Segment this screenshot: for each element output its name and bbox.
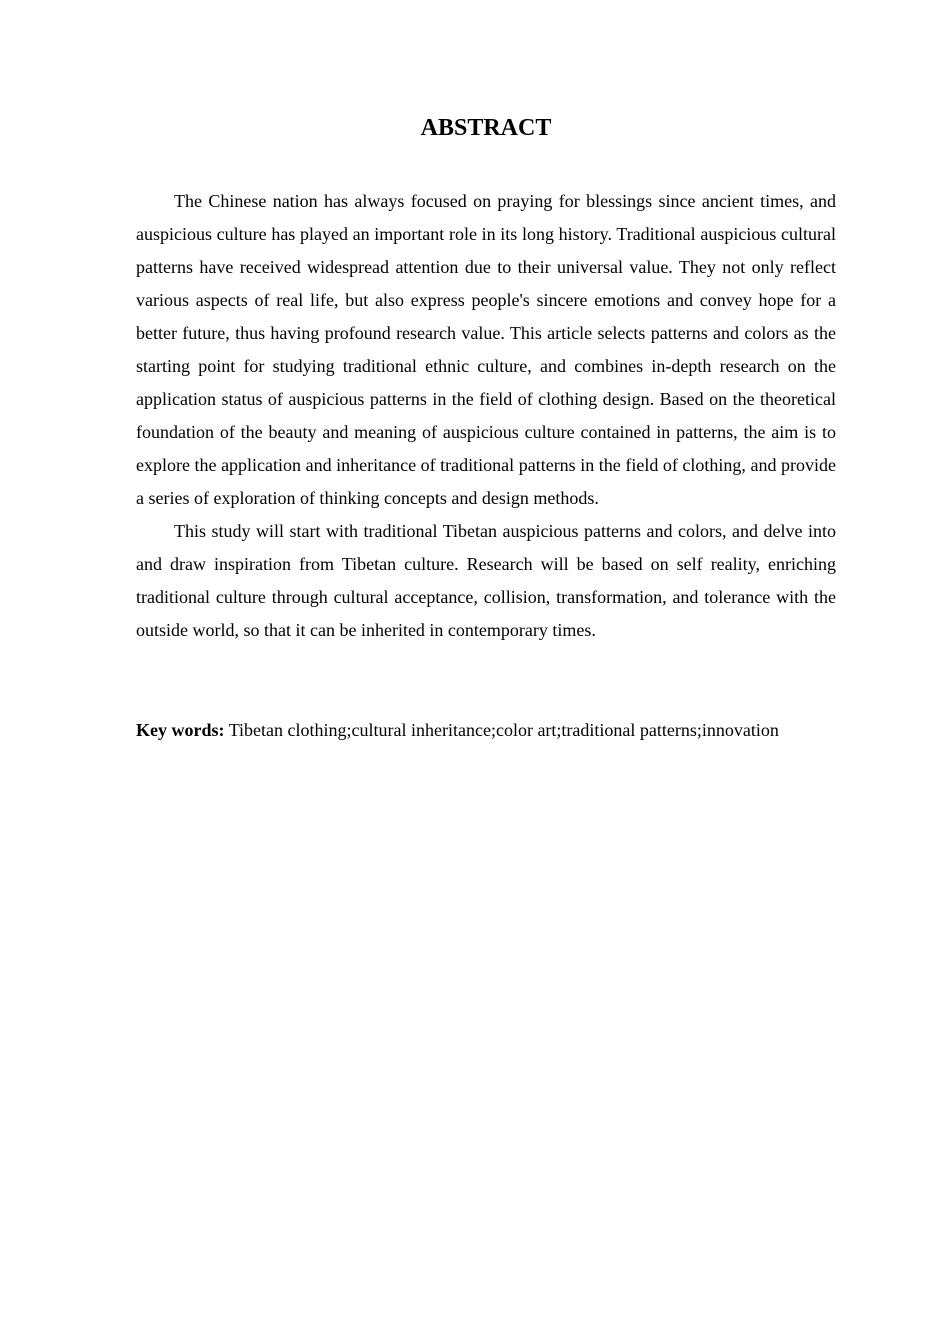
abstract-paragraph-1: The Chinese nation has always focused on praying for blessings since ancient times, and auspicious culture has played an important role in its long history. Traditional auspicious cultural patterns have received widespread attention due to their universal value. They not only reflect various aspects of real life, but also express people's sincere emotions and convey hope for a better future, thus having profound research value. This article selects patterns and colors as the starting point for studying traditional ethnic culture, and combines in-depth research on the application status of auspicious patterns in the field of clothing design. Based on the theoretical foundation of the beauty and meaning of auspicious culture contained in patterns, the aim is to explore the application and inheritance of traditional patterns in the field of clothing, and provide a series of exploration of thinking concepts and design methods. — [136, 191, 836, 508]
abstract-paragraph-2: This study will start with traditional Tibetan auspicious patterns and colors, and delve into and draw inspiration from Tibetan culture. Research will be based on self reality, enriching traditional culture through cultural acceptance, collision, transformation, and tolerance with the outside world, so that it can be inherited in contemporary times. — [136, 521, 836, 640]
abstract-body — [136, 185, 836, 647]
keywords-label: Key words: — [136, 720, 225, 740]
keywords-text: Tibetan clothing;cultural inheritance;color art;traditional patterns;innovation — [228, 720, 779, 740]
abstract-title: ABSTRACT — [420, 115, 552, 141]
keywords-line — [136, 714, 856, 747]
